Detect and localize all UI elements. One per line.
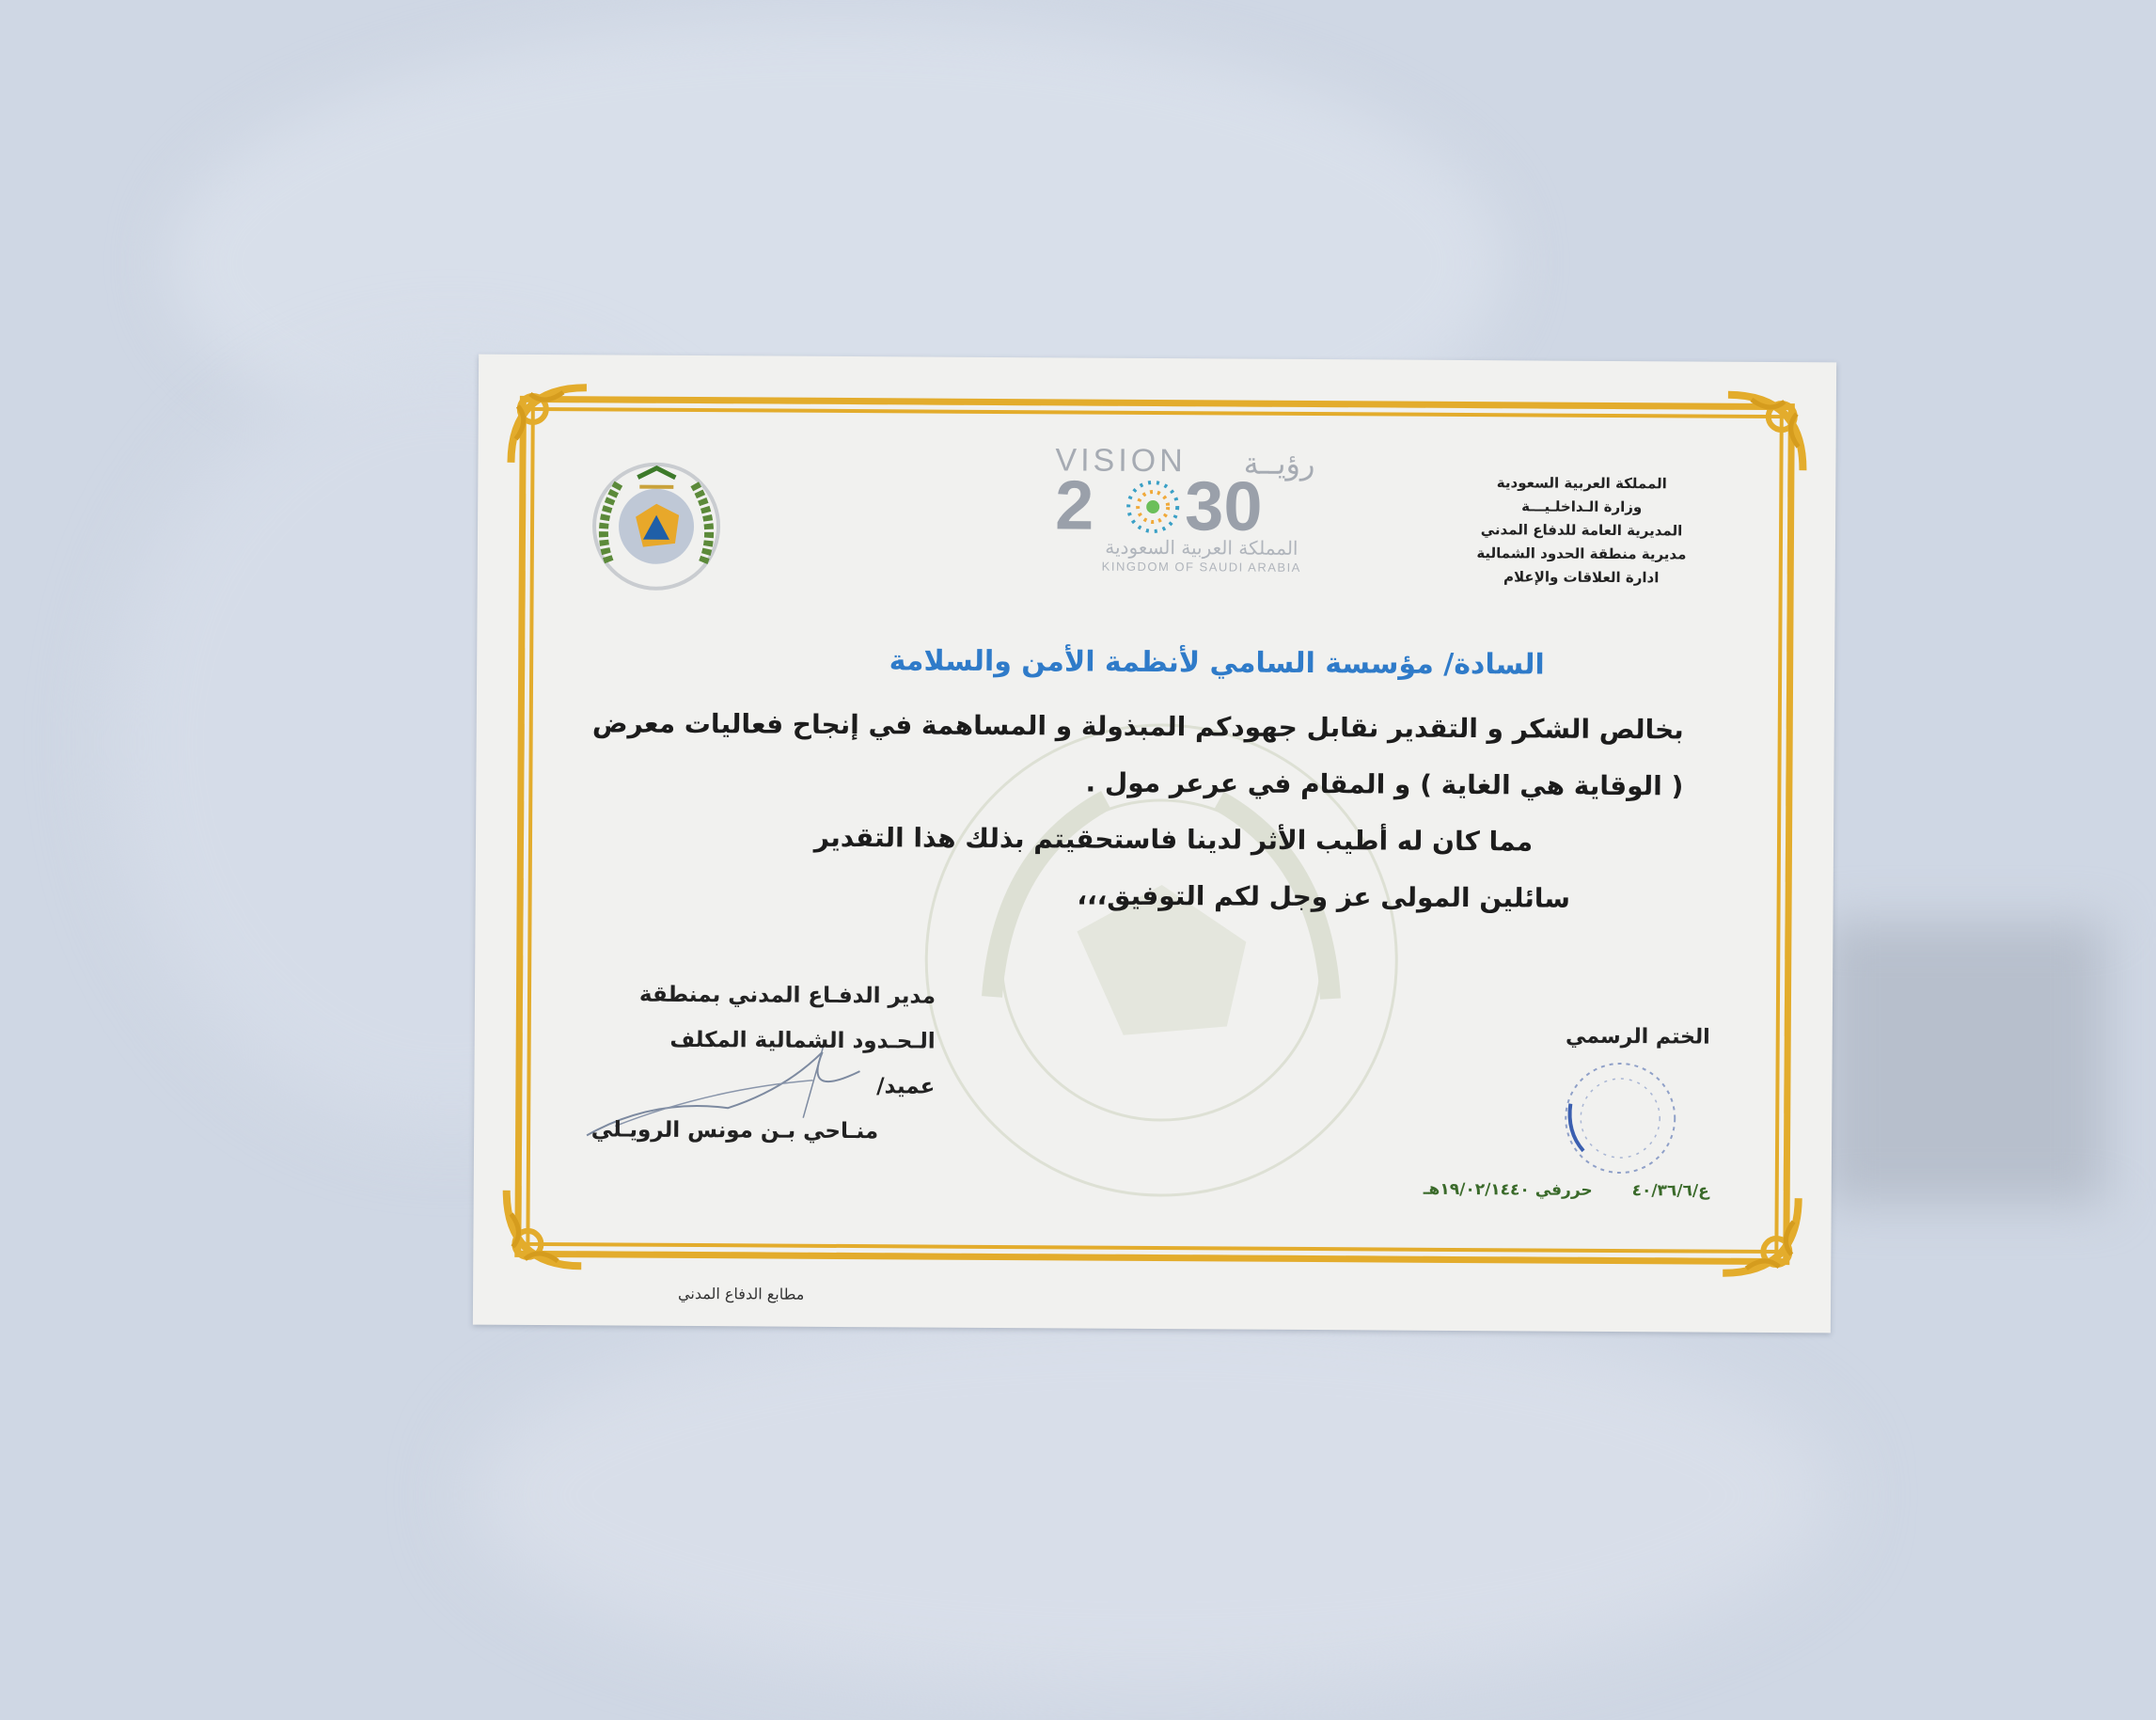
civil-defense-emblem-icon <box>581 449 732 600</box>
ornament-corner-icon <box>1718 1193 1803 1279</box>
certificate-body <box>569 695 1739 928</box>
vision-2030-logo <box>1042 434 1362 577</box>
certificate-shadow <box>1824 922 2106 1204</box>
official-seal-label: الختم الرسمي <box>1565 1024 1710 1049</box>
vision-arabic-kingdom: المملكة العربية السعودية <box>1105 535 1298 560</box>
reference-number: ع/٤٠/٣٦/٦ <box>1631 1181 1709 1201</box>
signer-block <box>577 971 936 1154</box>
background-blob <box>470 1298 1833 1693</box>
body-line: ( الوقاية هي الغاية ) و المقام في عرعر مول . <box>1085 766 1684 802</box>
ornament-corner-icon <box>1723 390 1808 476</box>
date-line <box>1390 1180 1709 1201</box>
year-right: 30 <box>1184 466 1263 545</box>
department-line: ادارة العلاقات والإعلام <box>1503 568 1660 587</box>
vision-word: VISION <box>1055 442 1187 480</box>
directorate-line: المديرية العامة للدفاع المدني <box>1480 521 1683 540</box>
region-line: مديرية منطقة الحدود الشمالية <box>1476 544 1687 563</box>
body-line: سائلين المولى عز وجل لكم التوفيق،،، <box>1077 879 1571 914</box>
ornament-corner-icon <box>506 383 591 468</box>
body-line: مما كان له أطيب الأثر لدينا فاستحقيتم بذلك هذا التقدير <box>813 821 1534 858</box>
body-line: بخالص الشكر و التقدير نقابل جهودكم المبذولة و المساهمة في إنجاح فعاليات معرض <box>591 707 1684 746</box>
signer-title: مدير الدفـاع المدني بمنطقة <box>638 982 936 1009</box>
certificate <box>473 355 1836 1333</box>
year-left: 2 <box>1054 466 1094 544</box>
vision-dots-icon <box>1128 482 1177 531</box>
issuer-header <box>1459 471 1705 591</box>
ornament-corner-icon <box>501 1186 587 1271</box>
signer-rank: عميد/ <box>876 1074 936 1099</box>
ministry-line: وزارة الـداخلـيـــة <box>1521 497 1643 516</box>
addressee: السادة/ مؤسسة السامي لأنظمة الأمن والسلامة <box>889 644 1545 682</box>
signer-name: منـاحي بـن مونس الرويـلي <box>590 1117 879 1144</box>
vision-arabic-word: رؤيــة <box>1243 445 1315 482</box>
signer-title: الـحـدود الشمالية المكلف <box>669 1027 936 1054</box>
vision-english-kingdom: KINGDOM OF SAUDI ARABIA <box>1101 559 1301 575</box>
issue-date: حررفي ١٩/٠٢/١٤٤٠هـ <box>1423 1179 1593 1200</box>
printer-credit: مطابع الدفاع المدني <box>678 1284 805 1303</box>
kingdom-line: المملكة العربية السعودية <box>1496 474 1667 493</box>
official-stamp-icon <box>1559 1057 1682 1180</box>
